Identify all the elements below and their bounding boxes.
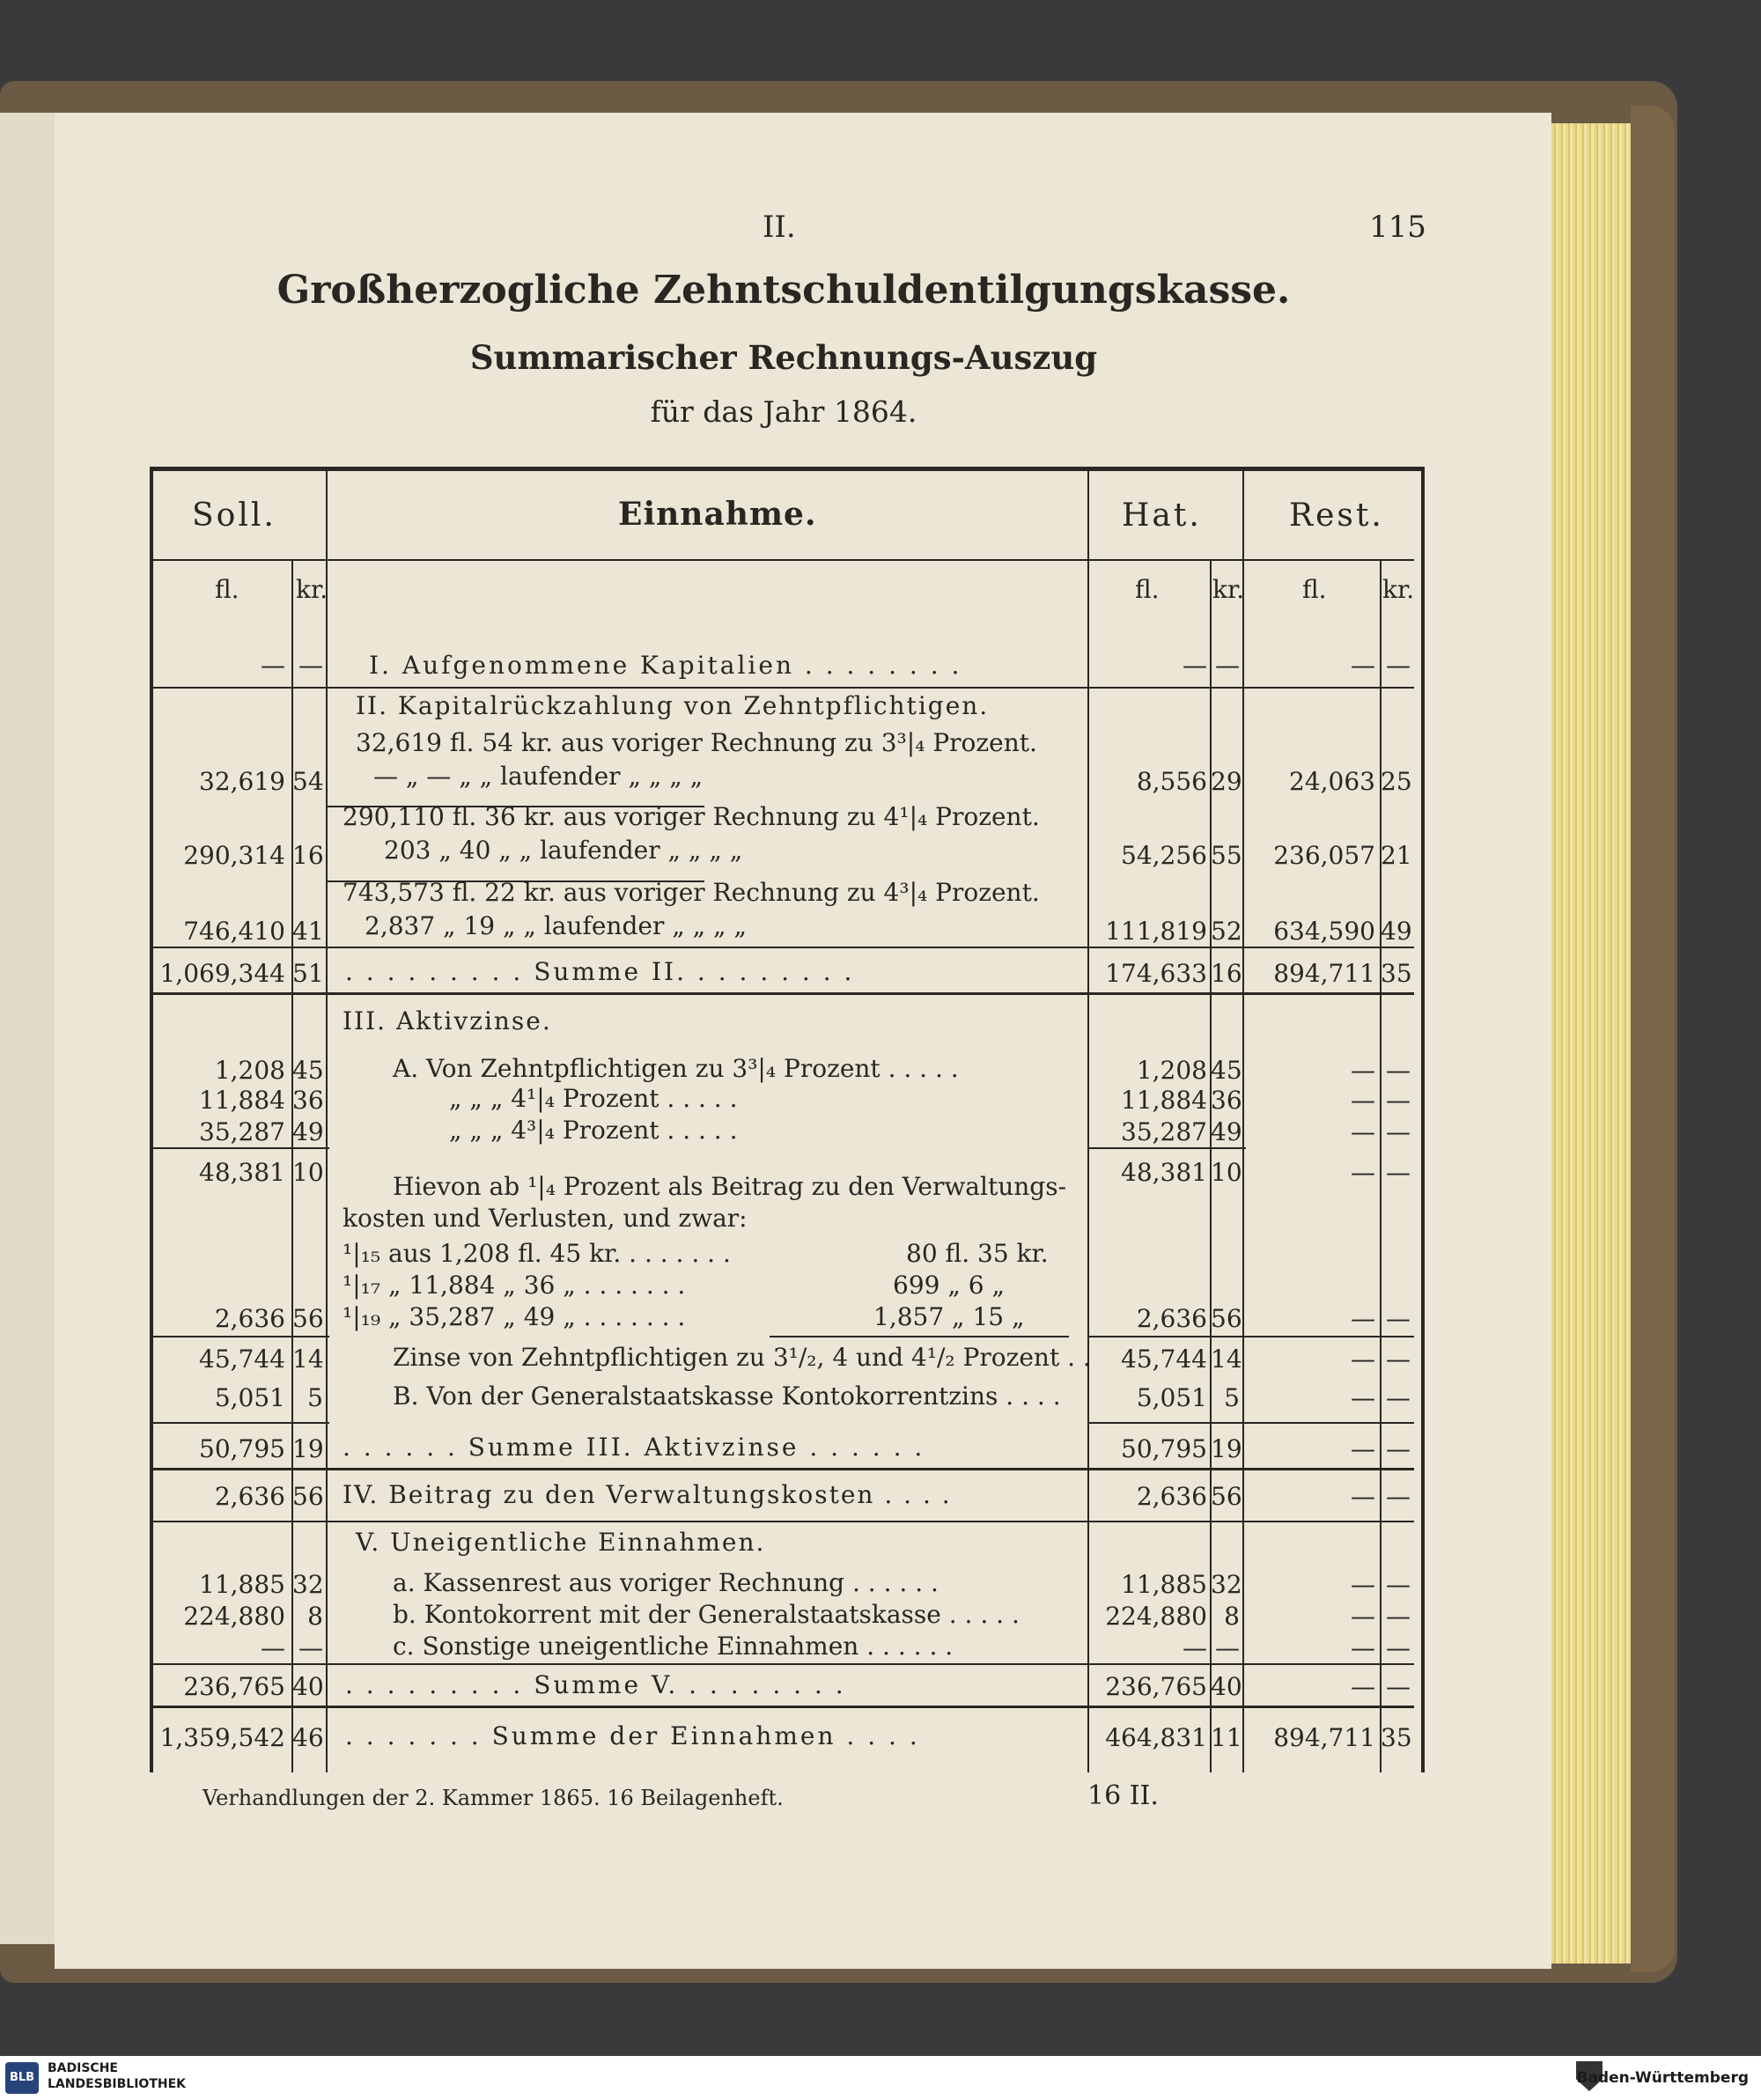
rest-kr: — [1386, 1345, 1411, 1374]
soll-fl: 5,051 [214, 1383, 285, 1412]
row-text: Hievon ab ¹|₄ Prozent als Beitrag zu den Verwaltungs- [393, 1172, 1067, 1201]
rule-before-summe-III-hat [1087, 1422, 1414, 1424]
rest-kr: — [1386, 1117, 1411, 1146]
hat-fl: 174,633 [1105, 959, 1207, 988]
hat-kr: 32 [1211, 1570, 1242, 1599]
soll-fl: 1,208 [214, 1056, 285, 1085]
soll-kr: 46 [292, 1723, 324, 1752]
rest-fl: — [1351, 1434, 1375, 1463]
book-spine-edge [1631, 106, 1675, 1972]
library-name-line2: LANDESBIBLIOTHEK [48, 2077, 187, 2091]
page-title: Großherzogliche Zehntschuldentilgungskasse. [276, 268, 1291, 313]
year-line: für das Jahr 1864. [650, 394, 917, 429]
rest-fl: — [1351, 1086, 1375, 1115]
soll-fl: 1,359,542 [159, 1723, 285, 1752]
rest-kr: 25 [1381, 767, 1412, 796]
rest-fl: — [1351, 1633, 1375, 1662]
soll-kr: 41 [292, 917, 324, 946]
hat-kr: — [1215, 1633, 1240, 1662]
hat-fl: 236,765 [1105, 1672, 1207, 1701]
row-text: 2,837 „ 19 „ „ laufender „ „ „ „ [365, 911, 747, 940]
soll-kr: 56 [292, 1482, 324, 1511]
left-page-edge [0, 113, 63, 1944]
rest-kr: — [1386, 1633, 1411, 1662]
row-text: „ „ „ 4³|₄ Prozent . . . . . [449, 1116, 738, 1145]
rest-fl-subheader: fl. [1302, 575, 1327, 604]
hat-fl: — [1183, 651, 1207, 680]
hat-kr: 52 [1211, 917, 1242, 946]
rule-anteil-soll [153, 1336, 329, 1337]
hat-kr: 40 [1211, 1672, 1242, 1701]
rest-fl: — [1351, 1383, 1375, 1412]
rule-before-summe-II [153, 947, 1414, 948]
row-text: a. Kassenrest aus voriger Rechnung . . . . . . [393, 1568, 939, 1597]
rest-kr: — [1386, 1602, 1411, 1631]
viewer-bottom-bar [0, 2056, 1761, 2100]
soll-fl: 236,765 [183, 1672, 285, 1701]
soll-kr: — [298, 651, 323, 680]
hat-kr: 11 [1211, 1723, 1242, 1752]
row-text: c. Sonstige uneigentliche Einnahmen . . . . . . [393, 1632, 954, 1661]
rule-anteil-amt [770, 1336, 1069, 1337]
row-text: kosten und Verlusten, und zwar: [343, 1204, 748, 1233]
hat-fl: 54,256 [1121, 841, 1207, 870]
rest-fl: — [1351, 1345, 1375, 1374]
row-text: . . . . . . Summe III. Aktivzinse . . . . . . [343, 1433, 925, 1462]
rest-kr: — [1386, 1304, 1411, 1333]
rest-kr: — [1386, 1570, 1411, 1599]
blb-logo-icon[interactable]: BLB [5, 2062, 39, 2094]
library-name[interactable] [48, 2060, 186, 2092]
hat-fl: 48,381 [1121, 1158, 1207, 1187]
hat-kr: 5 [1224, 1383, 1240, 1412]
soll-kr: 16 [292, 841, 324, 870]
rest-fl: 634,590 [1273, 917, 1375, 946]
rule-after-I [153, 687, 1414, 689]
hat-fl: 224,880 [1105, 1602, 1207, 1631]
soll-fl: — [261, 651, 285, 680]
state-name[interactable]: Baden-Württemberg [1576, 2069, 1749, 2087]
soll-kr: 10 [292, 1158, 324, 1187]
soll-kr: 14 [292, 1345, 324, 1374]
rest-kr: 49 [1381, 917, 1412, 946]
rest-kr: — [1386, 1158, 1411, 1187]
rule-soll-text [326, 471, 328, 1772]
row-text: „ „ „ 4¹|₄ Prozent . . . . . [449, 1084, 738, 1113]
rest-kr: — [1386, 651, 1411, 680]
library-name-line1: BADISCHE [48, 2061, 118, 2075]
soll-kr: 56 [292, 1304, 324, 1333]
rest-fl: — [1351, 651, 1375, 680]
rest-fl: — [1351, 1672, 1375, 1701]
soll-fl: 35,287 [199, 1117, 285, 1146]
soll-fl: — [261, 1633, 285, 1662]
hat-fl: 5,051 [1136, 1383, 1207, 1412]
soll-fl: 746,410 [183, 917, 285, 946]
soll-kr: 49 [292, 1117, 324, 1146]
rest-kr: — [1386, 1482, 1411, 1511]
row-text: A. Von Zehntpflichtigen zu 3³|₄ Prozent . . . . . [393, 1054, 959, 1083]
rest-kr: — [1386, 1434, 1411, 1463]
rest-fl: — [1351, 1602, 1375, 1631]
hat-fl: 1,208 [1136, 1056, 1207, 1085]
hat-fl: 50,795 [1121, 1434, 1207, 1463]
hat-fl: 111,819 [1105, 917, 1207, 946]
rest-kr: — [1386, 1086, 1411, 1115]
row-text: 32,619 fl. 54 kr. aus voriger Rechnung zu 3³|₄ Prozent. [356, 728, 1037, 757]
rest-kr-subheader: kr. [1382, 575, 1415, 604]
row-text: Zinse von Zehntpflichtigen zu 3¹/₂, 4 und 4¹/₂ Prozent . . [393, 1343, 1091, 1372]
col-soll-header: Soll. [192, 497, 276, 534]
rest-fl: 894,711 [1273, 959, 1375, 988]
row-text: IV. Beitrag zu den Verwaltungskosten . . . . [343, 1480, 952, 1509]
rest-kr: 21 [1381, 841, 1412, 870]
soll-fl: 45,744 [199, 1345, 285, 1374]
soll-fl: 48,381 [199, 1158, 285, 1187]
soll-kr: 32 [292, 1570, 324, 1599]
rest-fl: 24,063 [1289, 767, 1375, 796]
rest-kr: 35 [1381, 959, 1412, 988]
hat-fl: 11,885 [1121, 1570, 1207, 1599]
row-text: I. Aufgenommene Kapitalien . . . . . . . . [369, 651, 962, 680]
soll-kr: 51 [292, 959, 324, 988]
hat-fl: 2,636 [1136, 1304, 1207, 1333]
soll-fl: 2,636 [214, 1482, 285, 1511]
rule-after-summe-V [153, 1706, 1414, 1708]
rest-fl: — [1351, 1304, 1375, 1333]
rest-fl: — [1351, 1570, 1375, 1599]
hat-kr: 16 [1211, 959, 1242, 988]
row-text: b. Kontokorrent mit der Generalstaatskasse . . . . . [393, 1600, 1020, 1629]
soll-fl: 1,069,344 [159, 959, 285, 988]
row-text: 290,110 fl. 36 kr. aus voriger Rechnung zu 4¹|₄ Prozent. [343, 802, 1040, 831]
soll-kr: 8 [307, 1602, 323, 1631]
soll-kr: 54 [292, 767, 324, 796]
hat-fl: 45,744 [1121, 1345, 1207, 1374]
hat-fl-subheader: fl. [1135, 575, 1160, 604]
hat-kr: 55 [1211, 841, 1242, 870]
hat-fl: 464,831 [1105, 1723, 1207, 1752]
hat-kr: 10 [1211, 1158, 1242, 1187]
hat-fl: — [1183, 1633, 1207, 1662]
account-table [150, 467, 1425, 1772]
row-text: . . . . . . . . . Summe V. . . . . . . . . [345, 1670, 846, 1699]
soll-fl: 11,884 [199, 1086, 285, 1115]
hat-kr: 45 [1211, 1056, 1242, 1085]
rule-anteil-hat [1087, 1336, 1414, 1337]
rest-fl: — [1351, 1117, 1375, 1146]
col-rest-header: Rest. [1289, 497, 1384, 534]
soll-kr: — [298, 1633, 323, 1662]
header-rule [153, 559, 1414, 561]
hat-kr-subheader: kr. [1212, 575, 1245, 604]
row-text: 203 „ 40 „ „ laufender „ „ „ „ [384, 836, 743, 865]
row-text: ¹|₁₇ „ 11,884 „ 36 „ . . . . . . . [343, 1271, 686, 1300]
rest-fl: — [1351, 1158, 1375, 1187]
hat-kr: 56 [1211, 1482, 1242, 1511]
rest-kr: — [1386, 1056, 1411, 1085]
hat-kr: 36 [1211, 1086, 1242, 1115]
row-text: 743,573 fl. 22 kr. aus voriger Rechnung zu 4³|₄ Prozent. [343, 878, 1040, 907]
row-text: ¹|₁₉ „ 35,287 „ 49 „ . . . . . . . [343, 1302, 686, 1331]
row-amount: 80 fl. 35 kr. [906, 1239, 1049, 1268]
rest-kr: — [1386, 1383, 1411, 1412]
hat-kr: 49 [1211, 1117, 1242, 1146]
row-amount: 1,857 „ 15 „ [873, 1302, 1025, 1331]
row-text: III. Aktivzinse. [343, 1006, 552, 1035]
hat-kr: — [1215, 651, 1240, 680]
rest-kr: 35 [1381, 1723, 1412, 1752]
soll-kr: 5 [307, 1383, 323, 1412]
footer-publication: Verhandlungen der 2. Kammer 1865. 16 Beilagenheft. [203, 1786, 784, 1810]
soll-kr-subheader: kr. [296, 575, 328, 604]
rest-fl: 894,711 [1273, 1723, 1375, 1752]
rule-III-sub-hat [1087, 1147, 1246, 1149]
row-amount: 699 „ 6 „ [893, 1271, 1005, 1300]
rule-before-summe-V [153, 1663, 1414, 1665]
soll-fl: 32,619 [199, 767, 285, 796]
hat-kr: 8 [1224, 1602, 1240, 1631]
hat-fl: 2,636 [1136, 1482, 1207, 1511]
rule-before-summe-III-soll [153, 1422, 329, 1424]
row-text: ¹|₁₅ aus 1,208 fl. 45 kr. . . . . . . . [343, 1239, 731, 1268]
rule-after-summe-III [153, 1468, 1414, 1470]
soll-fl: 290,314 [183, 841, 285, 870]
soll-kr: 36 [292, 1086, 324, 1115]
row-text: II. Kapitalrückzahlung von Zehntpflichtigen. [356, 691, 990, 720]
footer-signature: 16 II. [1087, 1780, 1159, 1811]
section-number: II. [763, 210, 796, 245]
col-hat-header: Hat. [1122, 497, 1202, 534]
soll-kr: 45 [292, 1056, 324, 1085]
row-text: . . . . . . . . . Summe II. . . . . . . . . [345, 957, 855, 986]
soll-fl: 50,795 [199, 1434, 285, 1463]
row-text: . . . . . . . Summe der Einnahmen . . . . [345, 1721, 920, 1750]
soll-fl-subheader: fl. [215, 575, 239, 604]
hat-kr: 29 [1211, 767, 1242, 796]
hat-kr: 56 [1211, 1304, 1242, 1333]
col-einnahme-header: Einnahme. [618, 496, 817, 533]
rule-after-summe-II [153, 992, 1414, 995]
soll-fl: 224,880 [183, 1602, 285, 1631]
rest-fl: — [1351, 1056, 1375, 1085]
hat-fl: 35,287 [1121, 1117, 1207, 1146]
hat-fl: 8,556 [1136, 767, 1207, 796]
page-subtitle: Summarischer Rechnungs-Auszug [469, 338, 1098, 377]
row-text: B. Von der Generalstaatskasse Kontokorrentzins . . . . [393, 1382, 1061, 1411]
hat-fl: 11,884 [1121, 1086, 1207, 1115]
soll-kr: 40 [292, 1672, 324, 1701]
row-text: V. Uneigentliche Einnahmen. [356, 1528, 766, 1557]
rest-fl: — [1351, 1482, 1375, 1511]
rule-after-IV [153, 1521, 1414, 1522]
soll-kr: 19 [292, 1434, 324, 1463]
soll-fl: 2,636 [214, 1304, 285, 1333]
soll-fl: 11,885 [199, 1570, 285, 1599]
rule-III-sub-soll [153, 1147, 329, 1149]
row-text: — „ — „ „ laufender „ „ „ „ [373, 762, 704, 791]
rest-fl: 236,057 [1273, 841, 1375, 870]
hat-kr: 19 [1211, 1434, 1242, 1463]
hat-kr: 14 [1211, 1345, 1242, 1374]
rest-kr: — [1386, 1672, 1411, 1701]
page-number: 115 [1369, 210, 1426, 245]
